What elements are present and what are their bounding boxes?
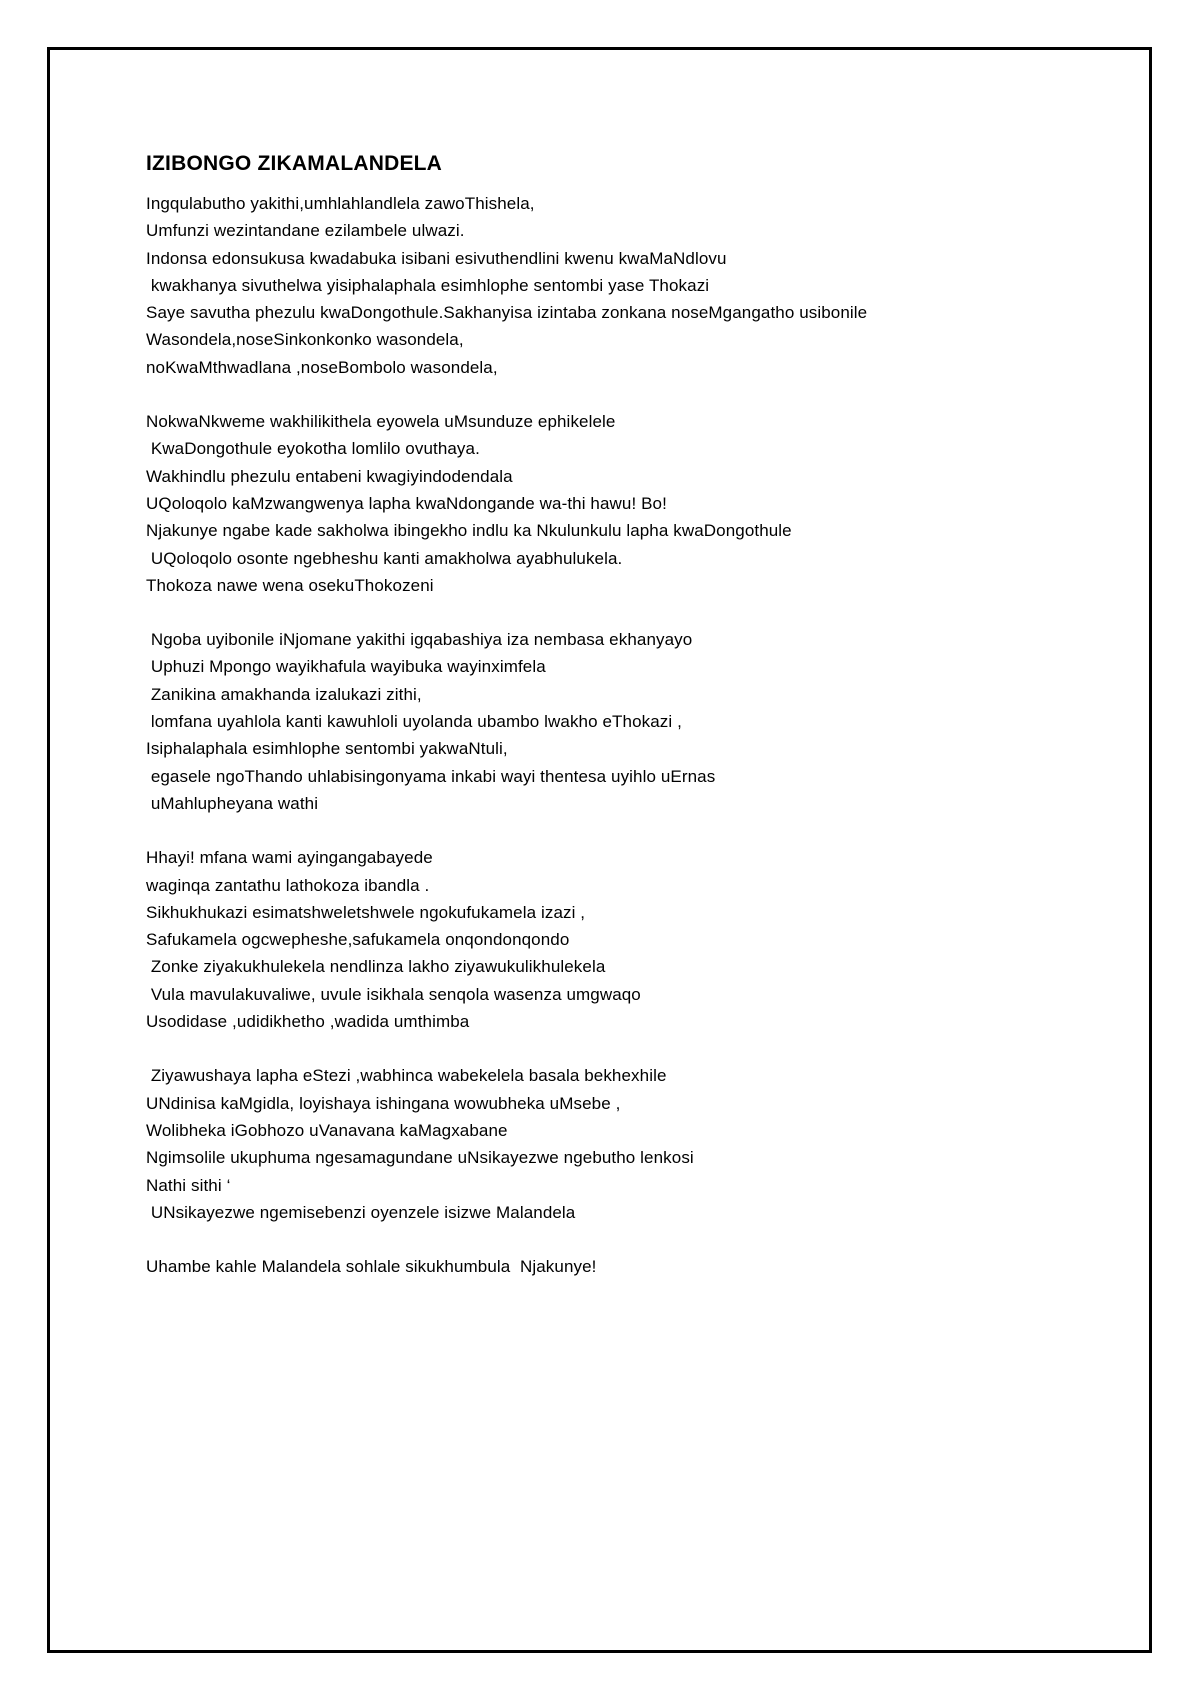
stanza-4: [146, 844, 1106, 1035]
poem-line: Nathi sithi ‘: [146, 1175, 231, 1195]
poem-line: Ngoba uyibonile iNjomane yakithi igqabashiya iza nembasa ekhanyayo: [146, 630, 693, 650]
document-body: [146, 150, 1106, 1307]
poem-line: Ingqulabutho yakithi,umhlahlandlela zawoThishela,: [146, 194, 535, 213]
poem-line: Zonke ziyakukhulekela nendlinza lakho ziyawukulikhulekela: [146, 957, 606, 977]
poem-line: Njakunye ngabe kade sakholwa ibingekho indlu ka Nkulunkulu lapha kwaDongothule: [146, 521, 792, 541]
poem-line: uMahlupheyana wathi: [146, 793, 319, 813]
poem-line: Uhambe kahle Malandela sohlale sikukhumbula Njakunye!: [146, 1257, 597, 1277]
poem-line: NokwaNkweme wakhilikithela eyowela uMsunduze ephikelele: [146, 412, 616, 432]
poem-line: Uphuzi Mpongo wayikhafula wayibuka wayinximfela: [146, 657, 546, 677]
poem-line: kwakhanya sivuthelwa yisiphalaphala esimhlophe sentombi yase Thokazi: [146, 275, 710, 295]
poem-line: UNdinisa kaMgidla, loyishaya ishingana wowubheka uMsebe ,: [146, 1093, 621, 1113]
poem-line: Umfunzi wezintandane ezilambele ulwazi.: [146, 221, 465, 241]
poem-line: UNsikayezwe ngemisebenzi oyenzele isizwe Malandela: [146, 1202, 576, 1222]
poem-line: Saye savutha phezulu kwaDongothule.Sakhanyisa izintaba zonkana noseMgangatho usibonile: [146, 303, 868, 323]
poem-line: UQoloqolo osonte ngebheshu kanti amakholwa ayabhulukela.: [146, 548, 623, 568]
poem-line: UQoloqolo kaMzwangwenya lapha kwaNdongande wa-thi hawu! Bo!: [146, 493, 667, 513]
poem-line: Ngimsolile ukuphuma ngesamagundane uNsikayezwe ngebutho lenkosi: [146, 1148, 694, 1168]
poem-line: lomfana uyahlola kanti kawuhloli uyolanda ubambo lwakho eThokazi ,: [146, 712, 682, 732]
poem-line: egasele ngoThando uhlabisingonyama inkabi wayi thentesa uyihlo uErnas: [146, 766, 716, 786]
poem-line: Vula mavulakuvaliwe, uvule isikhala senqola wasenza umgwaqo: [146, 984, 641, 1004]
stanza-1: [146, 190, 1106, 381]
poem-line: Sikhukhukazi esimatshweletshwele ngokufukamela izazi ,: [146, 902, 586, 922]
poem-line: Ziyawushaya lapha eStezi ,wabhinca wabekelela basala bekhexhile: [146, 1066, 667, 1086]
stanza-3: [146, 626, 1106, 817]
document-title: IZIBONGO ZIKAMALANDELA: [146, 152, 443, 175]
poem-line: noKwaMthwadlana ,noseBombolo wasondela,: [146, 357, 498, 377]
stanza-5: [146, 1062, 1106, 1226]
poem-line: Indonsa edonsukusa kwadabuka isibani esivuthendlini kwenu kwaMaNdlovu: [146, 248, 727, 268]
poem-line: KwaDongothule eyokotha lomlilo ovuthaya.: [146, 439, 480, 459]
poem-line: Usodidase ,udidikhetho ,wadida umthimba: [146, 1012, 470, 1032]
poem-line: Isiphalaphala esimhlophe sentombi yakwaNtuli,: [146, 739, 508, 759]
poem-line: Safukamela ogcwepheshe,safukamela onqondonqondo: [146, 930, 570, 950]
poem-line: waginqa zantathu lathokoza ibandla .: [146, 875, 430, 895]
poem-line: Thokoza nawe wena osekuThokozeni: [146, 575, 434, 595]
stanza-2: [146, 408, 1106, 599]
poem-line: Wasondela,noseSinkonkonko wasondela,: [146, 330, 464, 350]
poem-line: Zanikina amakhanda izalukazi zithi,: [146, 684, 422, 704]
poem-line: Hhayi! mfana wami ayingangabayede: [146, 848, 433, 868]
stanza-6: [146, 1253, 1106, 1280]
poem-line: Wakhindlu phezulu entabeni kwagiyindodendala: [146, 466, 513, 486]
poem-line: Wolibheka iGobhozo uVanavana kaMagxabane: [146, 1120, 508, 1140]
